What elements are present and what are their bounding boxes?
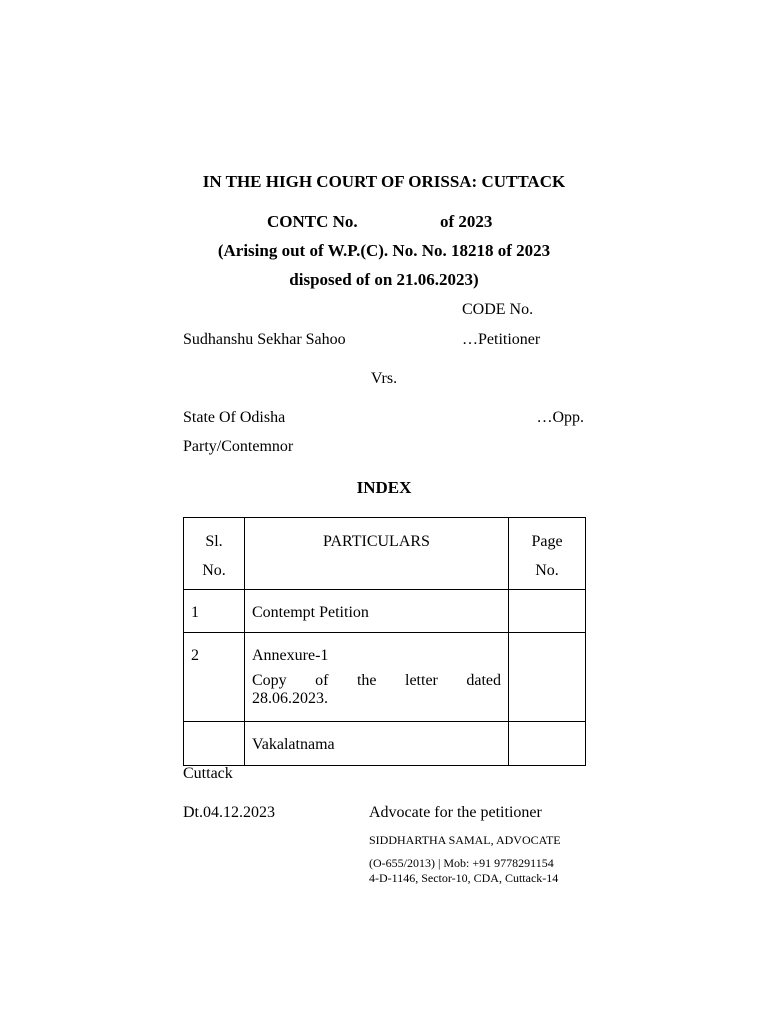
disposed-date: disposed of on 21.06.2023) [289,270,479,289]
index-table [183,517,586,766]
row-particulars-detail: Copy of the letter dated [252,672,501,689]
row-particulars-title: Annexure-1 [252,647,329,664]
table-row [184,633,586,722]
row-page [509,633,586,722]
place: Cuttack [183,765,233,782]
filing-date: Dt.04.12.2023 [183,804,275,821]
row-sl: 1 [184,590,245,633]
code-no: CODE No. [462,301,534,318]
court-title: IN THE HIGH COURT OF ORISSA: CUTTACK [202,172,566,191]
case-number-line [267,212,493,232]
table-header-row [184,518,586,590]
header-page-line1: Page [531,533,563,550]
petitioner-role: …Petitioner [462,331,541,348]
header-page-line2: No. [535,562,559,579]
respondent-role: …Opp. [536,409,584,426]
respondent-role-continued: Party/Contemnor [183,438,294,455]
table-row [184,590,586,633]
index-title: INDEX [356,478,412,497]
header-particulars [245,518,509,590]
header-sl-line1: Sl. [205,533,223,550]
row-particulars: Contempt Petition [245,590,509,633]
header-page-no [509,518,586,590]
row-particulars [245,633,509,722]
header-sl-no [184,518,245,590]
header-sl-line2: No. [202,562,226,579]
arising-out-of: (Arising out of W.P.(C). No. No. 18218 of 2023 [217,241,551,260]
row-particulars-detail-date: 28.06.2023. [252,690,328,707]
header-particulars-label: PARTICULARS [323,533,430,550]
respondent-name: State Of Odisha [183,409,286,426]
petitioner-name: Sudhanshu Sekhar Sahoo [183,331,346,348]
table-row [184,722,586,766]
row-sl [184,722,245,766]
row-page [509,590,586,633]
case-prefix: CONTC No. [267,212,358,231]
row-particulars: Vakalatnama [245,722,509,766]
row-page [509,722,586,766]
advocate-address: 4-D-1146, Sector-10, CDA, Cuttack-14 [369,871,559,885]
advocate-enrolment: (O-655/2013) | Mob: +91 9778291154 [369,856,554,870]
row-sl: 2 [184,633,245,722]
case-year: of 2023 [440,212,493,231]
advocate-name: SIDDHARTHA SAMAL, ADVOCATE [369,833,561,847]
versus: Vrs. [370,370,398,387]
advocate-for: Advocate for the petitioner [369,804,542,821]
